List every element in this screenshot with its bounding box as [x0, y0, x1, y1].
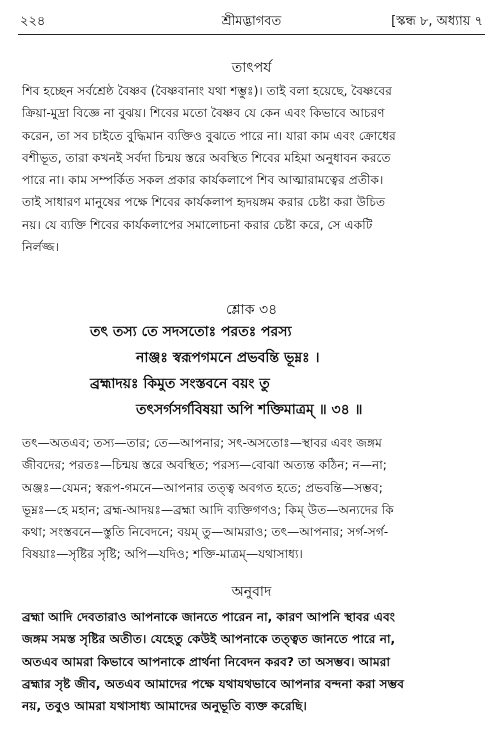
book-title: শ্রীমদ্ভাগবত	[221, 14, 282, 29]
purport-line: পারে না। কাম সম্পর্কিত সকল প্রকার কার্যকলাপে শিব আত্মারামত্বের প্রতীক।	[22, 173, 384, 188]
purport-line: নির্লজ্জ।	[22, 240, 59, 255]
purport-heading: তাৎপর্য	[231, 60, 272, 76]
translation-line: ব্রহ্মা আদি দেবতারাও আপনাকে জানতে পারেন না, কারণ আপনি স্থাবর এবং	[22, 610, 396, 624]
purport-paragraph	[22, 80, 481, 258]
synonyms-paragraph	[22, 432, 481, 566]
translation-line: ব্রহ্মার সৃষ্ট জীব, অতএব আমাদের পক্ষে যথাযথভাবে আপনার বন্দনা করা সম্ভব	[22, 676, 404, 691]
verse-line: তৎ তস্য তে সদসতোঃ পরতঃ পরস্য	[90, 324, 292, 340]
purport-line: নয়। যে ব্যক্তি শিবের কার্যকলাপের সমালোচনা করার চেষ্টা করে, সে একটি	[22, 217, 373, 232]
synonyms-line: জীবদের; পরতঃ—চিন্ময় স্তরে অবস্থিত; পরস্য—বোঝা অত্যন্ত কঠিন; ন—না;	[22, 458, 387, 473]
verse-heading: শ্লোক ৩৪	[225, 302, 278, 318]
page-header	[20, 10, 483, 32]
purport-line: করেন, তা সব চাইতে বুদ্ধিমান ব্যক্তিও বুঝতে পারে না। যারা কাম এবং ক্রোধের	[22, 128, 396, 143]
synonyms-line: ভূম্নঃ—হে মহান; ব্রহ্ম-আদয়ঃ—ব্রহ্মা আদি ব্যক্তিগণও; কিম্ উত—অন্যদের কি	[22, 502, 394, 517]
purport-line: বশীভূত, তারা কখনই সর্বদা চিন্ময় স্তরে অবস্থিত শিবের মহিমা অনুধাবন করতে	[22, 150, 391, 165]
header-rule	[18, 34, 485, 35]
page-number: ২২৪	[20, 14, 46, 29]
purport-line: তাই সাধারণ মানুষের পক্ষে শিবের কার্যকলাপ হৃদয়ঙ্গম করার চেষ্টা করা উচিত	[22, 195, 386, 210]
synonyms-line: তৎ—অতএব; তস্য—তার; তে—আপনার; সৎ-অসতোঃ—স্থাবর এবং জঙ্গম	[22, 436, 382, 450]
verse-line: তৎসর্গসর্গবিষয়া অপি শক্তিমাত্রম্ ॥ ৩৪ ॥	[136, 402, 363, 418]
purport-line: শিব হচ্ছেন সর্বশ্রেষ্ঠ বৈষ্ণব (বৈষ্ণবানাং যথা শম্ভুঃ)। তাই বলা হয়েছে, বৈষ্ণবের	[22, 84, 393, 98]
chapter-reference: [স্কন্ধ ৮, অধ্যায় ৭	[391, 14, 483, 29]
purport-line: ক্রিয়া-মুদ্রা বিজ্ঞে না বুঝয়। শিবের মতো বৈষ্ণব যে কেন এবং কিভাবে আচরণ	[22, 106, 385, 121]
verse-line: ব্রহ্মাদয়ঃ কিমুত সংস্তবনে বয়ং তু	[90, 376, 270, 392]
translation-heading: অনুবাদ	[231, 584, 272, 600]
translation-line: জঙ্গম সমস্ত সৃষ্টির অতীত। যেহেতু কেউই আপনাকে তত্ত্বত জানতে পারে না,	[22, 632, 396, 647]
translation-line: নয়, তবুও আমরা যথাসাধ্য আমাদের অনুভূতি ব্যক্ত করেছি।	[22, 699, 307, 714]
translation-line: অতএব আমরা কিভাবে আপনাকে প্রার্থনা নিবেদন করব? তা অসম্ভব। আমরা	[22, 654, 391, 669]
synonyms-line: কথা; সংস্তবনে—স্তুতি নিবেদনে; বয়ম্ তু—আমরাও; তৎ—আপনার; সর্গ-সর্গ-	[22, 525, 389, 540]
synonyms-line: বিষয়াঃ—সৃষ্টির সৃষ্টি; অপি—যদিও; শক্তি-মাত্রম্—যথাসাধ্য।	[22, 547, 303, 562]
verse-line: নাঞ্জঃ স্বরূপগমনে প্রভবন্তি ভূম্নঃ ।	[136, 350, 320, 366]
translation-paragraph	[22, 606, 481, 717]
synonyms-line: অঞ্জঃ—যেমন; স্বরূপ-গমনে—আপনার তত্ত্ব অবগত হতে; প্রভবন্তি—সম্ভব;	[22, 480, 383, 495]
